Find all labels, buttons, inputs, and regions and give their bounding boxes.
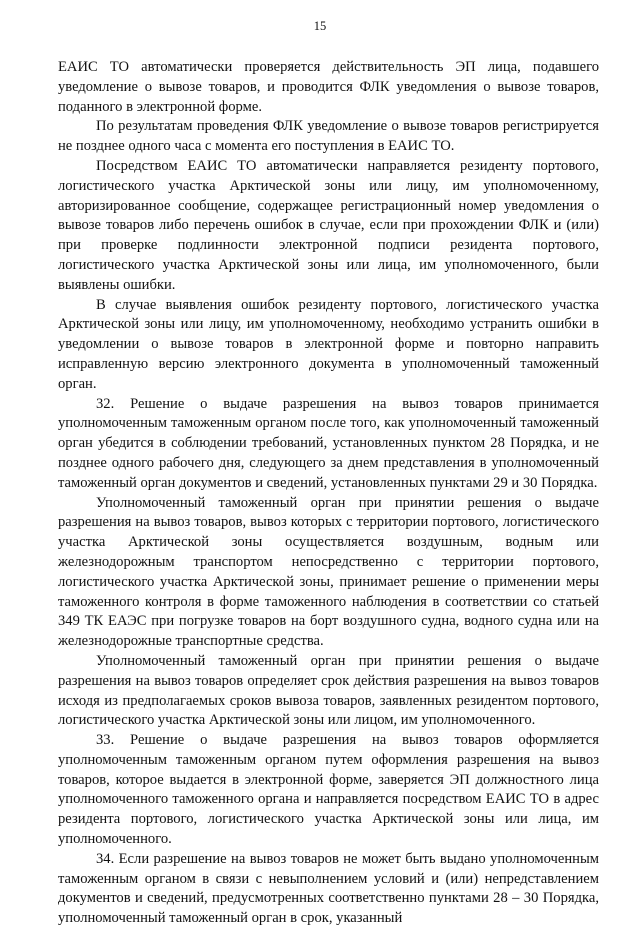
paragraph-flk-check: ЕАИС ТО автоматически проверяется действительность ЭП лица, подавшего уведомление о вывозе товаров, и проводится ФЛК уведомления о вывозе товаров, поданного в электронной форме.	[58, 59, 599, 115]
paragraph-auto-message: Посредством ЕАИС ТО автоматически направляется резиденту портового, логистического участка Арктической зоны или лицу, им уполномоченному, авторизированное сообщение, содержащее регистрационный номер уведомления о вывозе товаров либо перечень ошибок в случае, если при прохождении ФЛК и (или) при проверке подлинности электронной подписи резидента портового, логистического участка Арктической зоны или лица, им уполномоченного, были выявлены ошибки.	[58, 157, 599, 293]
paragraph-customs-observation: Уполномоченный таможенный орган при принятии решения о выдаче разрешения на вывоз товаров, вывоз которых с территории портового, логистического участка Арктической зоны осуществляется воздушным, водным или железнодорожным транспортом непосредственно с территории портового, логистического участка Арктической зоны, принимает решение о применении меры таможенного контроля в форме таможенного наблюдения в соответствии со статьей 349 ТК ЕАЭС при погрузке товаров на борт воздушного судна, водного судна или на железнодорожные транспортные средства.	[58, 494, 599, 650]
paragraph-item-34: 34. Если разрешение на вывоз товаров не может быть выдано уполномоченным таможенным органом в связи с невыполнением условий и (или) непредставлением документов и сведений, предусмотренных соответственно пунктами 28 – 30 Порядка, уполномоченный таможенный орган в срок, указанный	[58, 850, 599, 927]
paragraph-item-33: 33. Решение о выдаче разрешения на вывоз товаров оформляется уполномоченным таможенным органом путем оформления разрешения на вывоз товаров, которое выдается в электронной форме, заверяется ЭП должностного лица уполномоченного таможенного органа и направляется посредством ЕАИС ТО в адрес резидента портового, логистического участка Арктической зоны или лица, им уполномоченного.	[58, 732, 599, 848]
paragraph-permit-validity: Уполномоченный таможенный орган при принятии решения о выдаче разрешения на вывоз товаров определяет срок действия разрешения на вывоз товаров исходя из предполагаемых сроков вывоза товаров, заявленных резидентом портового, логистического участка Арктической зоны или лицом, им уполномоченного.	[58, 652, 599, 729]
paragraph-error-correction: В случае выявления ошибок резиденту портового, логистического участка Арктической зоны или лицу, им уполномоченному, необходимо устранить ошибки в уведомлении о вывозе товаров в электронной форме и повторно направить исправленную версию электронного документа в уполномоченный таможенный орган.	[58, 296, 599, 392]
paragraph-item-32: 32. Решение о выдаче разрешения на вывоз товаров принимается уполномоченным таможенным органом после того, как уполномоченный таможенный орган убедится в соблюдении требований, установленных пунктом 28 Порядка, и не позднее одного рабочего дня, следующего за днем представления в уполномоченный таможенный орган документов и сведений, установленных пунктами 29 и 30 Порядка.	[58, 395, 599, 491]
paragraph-registration: По результатам проведения ФЛК уведомление о вывозе товаров регистрируется не позднее одного часа с момента его поступления в ЕАИС ТО.	[58, 118, 599, 155]
document-body	[58, 58, 599, 929]
page-number: 15	[313, 19, 327, 33]
